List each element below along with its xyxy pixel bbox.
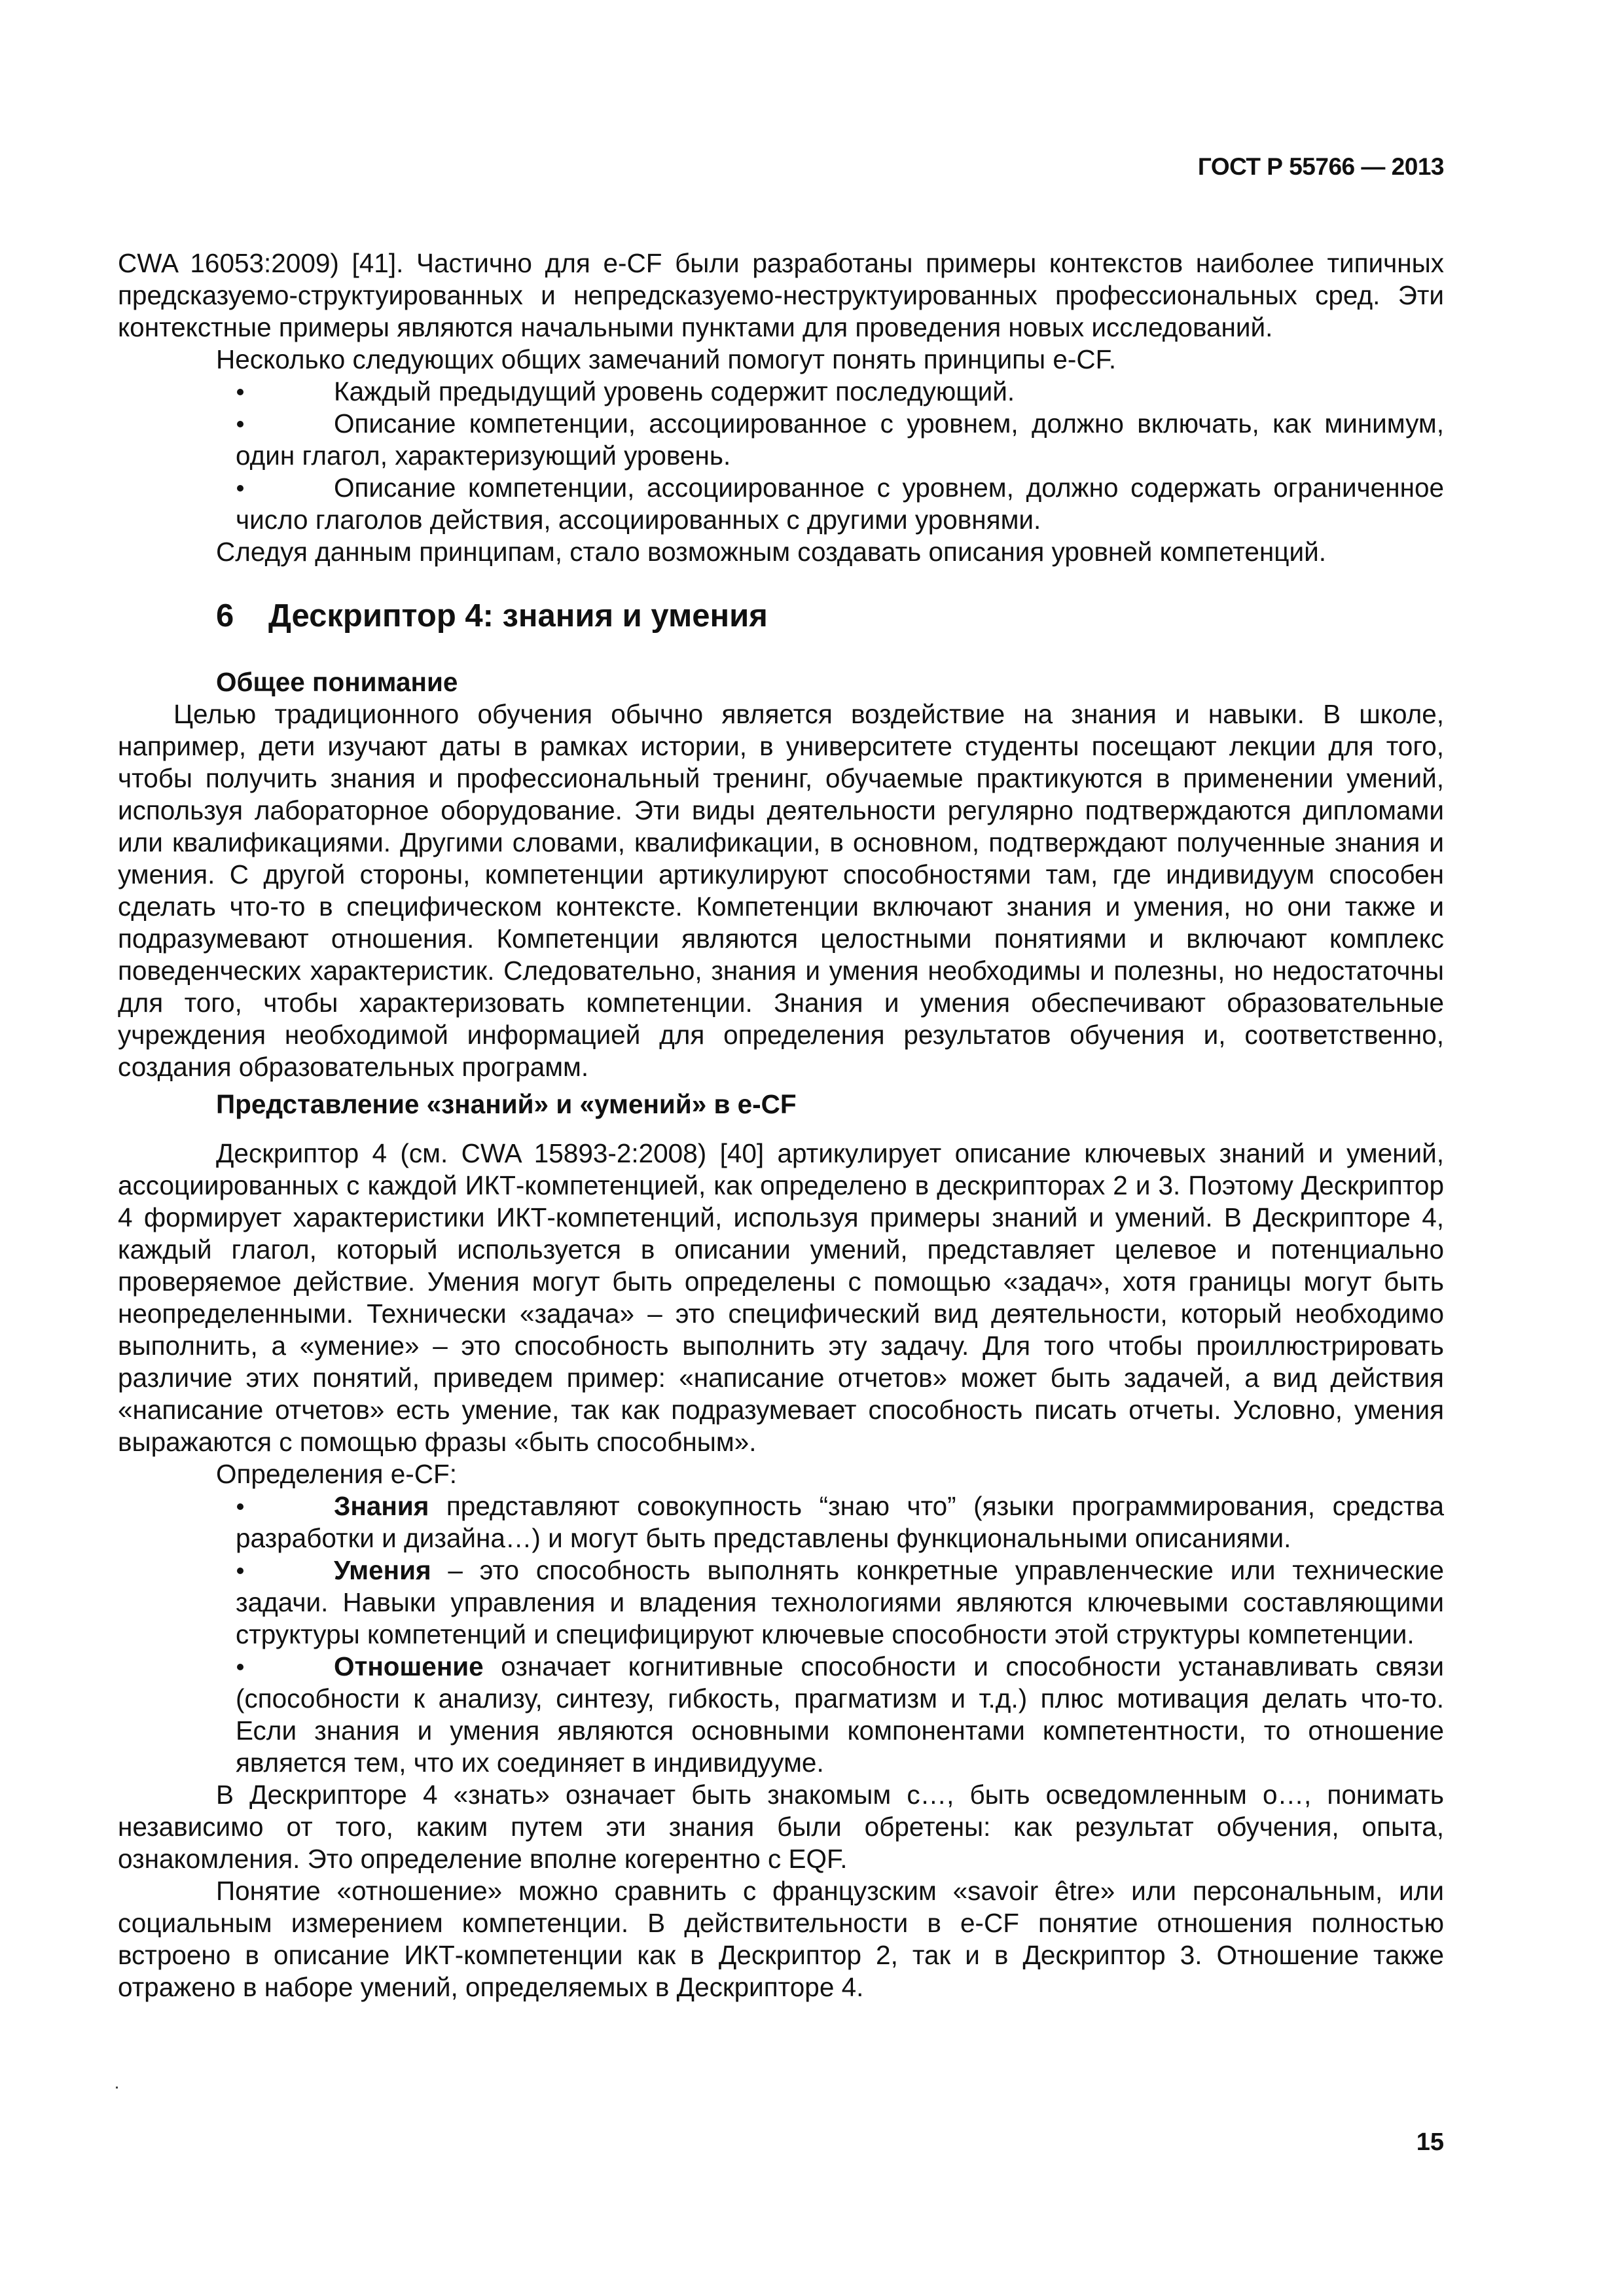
section-number: 6 [216, 598, 234, 634]
page-content [118, 247, 1444, 2003]
subheading-general: Общее понимание [216, 667, 458, 697]
section-title [216, 597, 1444, 635]
definition-text: представляют совокупность “знаю что” (языки программирования, средства разработки и дизайна…) и могут быть представлены функциональными описаниями. [236, 1491, 1444, 1553]
definitions-list [118, 1490, 1444, 1779]
definition-term: Знания [334, 1491, 429, 1521]
principles-list [118, 376, 1444, 536]
list-item [118, 1490, 1444, 1554]
representation-paragraph: Дескриптор 4 (см. CWA 15893-2:2008) [40] артикулирует описание ключевых знаний и умений, ассоциированных с каждой ИКТ-компетенцией, как определено в дескрипторах 2 и 3. Поэтому Дескриптор 4 формирует характеристики ИКТ-компетенций, используя примеры знаний и умений. В Дескрипторе 4, каждый глагол, который используется в описании умений, представляет целевое и потенциально проверяемое действие. Умения могут быть определены с помощью «задач», хотя границы могут быть неопределенными. Технически «задача» – это специфический вид деятельности, который необходимо выполнить, а «умение» – это способность выполнить эту задачу. Для того чтобы проиллюстрировать различие этих понятий, приведем пример: «написание отчетов» может быть задачей, а вид действия «написание отчетов» есть умение, так как подразумевает способность писать отчеты. Условно, умения выражаются с помощью фразы «быть способным». [118, 1138, 1444, 1457]
definition-text: означает когнитивные способности и способности устанавливать связи (способности к анализу, синтезу, гибкость, прагматизм и т.д.) плюс мотивация делать что-то. Если знания и умения являются основными компонентами компетентности, то отношение является тем, что их соединяет в индивидууме. [236, 1651, 1444, 1778]
list-item [118, 1651, 1444, 1779]
subheading-representation: Представление «знаний» и «умений» в e-CF [216, 1089, 797, 1119]
know-paragraph: В Дескрипторе 4 «знать» означает быть знакомым с…, быть осведомленным о…, понимать независимо от того, каким путем эти знания были обретены: как результат обучения, опыта, ознакомления. Это определение вполне когерентно с EQF. [118, 1780, 1444, 1874]
definitions-intro: Определения e-CF: [216, 1459, 457, 1489]
intro-paragraph-2: Несколько следующих общих замечаний помогут понять принципы e-CF. [216, 344, 1117, 374]
list-item [118, 1554, 1444, 1651]
section-title-text: Дескриптор 4: знания и умения [268, 598, 768, 634]
intro-paragraph-1: CWA 16053:2009) [41]. Частично для e-CF были разработаны примеры контекстов наиболее типичных предсказуемо-структуированных и непредсказуемо-неструктуированных профессиональных сред. Эти контекстные примеры являются начальными пунктами для проведения новых исследований. [118, 248, 1444, 342]
list-item: Описание компетенции, ассоциированное с уровнем, должно содержать ограниченное число глаголов действия, ассоциированных с другими уровнями. [236, 473, 1444, 535]
attitude-paragraph: Понятие «отношение» можно сравнить с французским «savoir être» или персональным, или социальным измерением компетенции. В действительности в e-CF понятие отношения полностью встроено в описание ИКТ-компетенции как в Дескриптор 2, так и в Дескриптор 3. Отношение также отражено в наборе умений, определяемых в Дескрипторе 4. [118, 1876, 1444, 2002]
list-item: Каждый предыдущий уровень содержит последующий. [334, 376, 1015, 406]
page-number: 15 [1416, 2128, 1444, 2156]
intro-paragraph-3: Следуя данным принципам, стало возможным создавать описания уровней компетенций. [216, 537, 1326, 567]
general-paragraph: Целью традиционного обучения обычно является воздействие на знания и навыки. В школе, например, дети изучают даты в рамках истории, в университете студенты посещают лекции для того, чтобы получить знания и профессиональный тренинг, обучаемые практикуются в применении умений, используя лабораторное оборудование. Эти виды деятельности регулярно подтверждаются дипломами или квалификациями. Другими словами, квалификации, в основном, подтверждают полученные знания и умения. С другой стороны, компетенции артикулируют способностями там, где индивидуум способен сделать что-то в специфическом контексте. Компетенции включают знания и умения, но они также и подразумевают отношения. Компетенции являются целостными понятиями и включают комплекс поведенческих характеристик. Следовательно, знания и умения необходимы и полезны, но недостаточны для того, чтобы характеризовать компетенции. Знания и умения обеспечивают образовательные учреждения необходимой информацией для определения результатов обучения и, соответственно, создания образовательных программ. [118, 699, 1444, 1082]
definition-text: – это способность выполнять конкретные управленческие или технические задачи. Навыки управления и владения технологиями являются ключевыми составляющими структуры компетенций и специфицируют ключевые способности этой структуры компетенции. [236, 1555, 1444, 1649]
list-item: Описание компетенции, ассоциированное с уровнем, должно включать, как минимум, один глагол, характеризующий уровень. [236, 408, 1444, 471]
stray-mark [116, 2087, 118, 2089]
definition-term: Умения [334, 1555, 431, 1585]
document-header: ГОСТ Р 55766 — 2013 [1197, 153, 1444, 180]
definition-term: Отношение [334, 1651, 484, 1681]
